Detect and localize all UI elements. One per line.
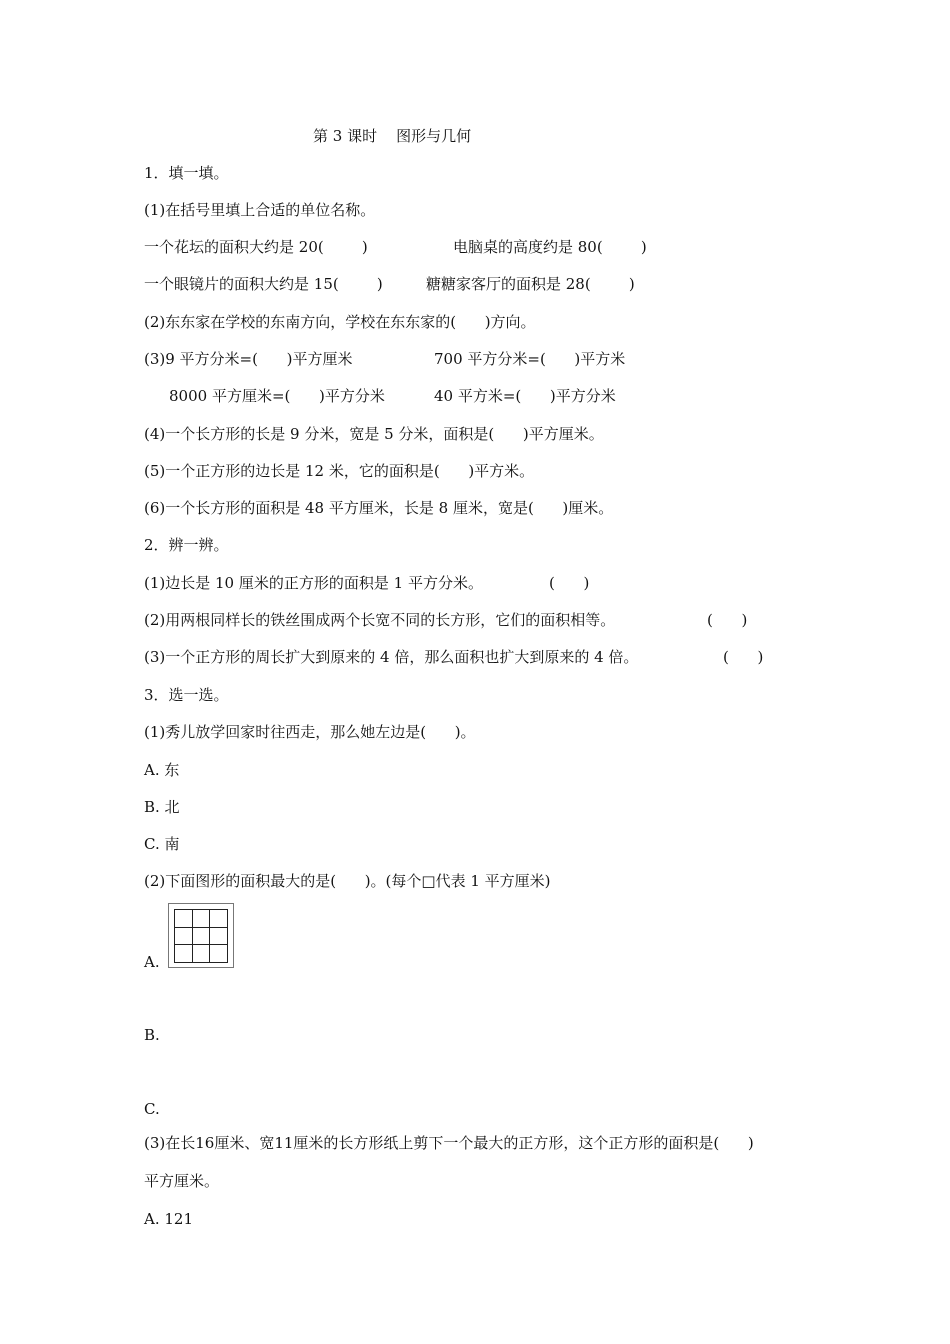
grid-line [192, 910, 193, 962]
option-3-1-b: B. 北 [144, 798, 180, 816]
question-1-2: (2)东东家在学校的东南方向，学校在东东家的( )方向。 [144, 313, 536, 331]
question-3-1: (1)秀儿放学回家时往西走，那么她左边是( )。 [144, 723, 476, 741]
section-3-heading: 3．选一选。 [144, 686, 229, 704]
question-1-4: (4)一个长方形的长是 9 分米，宽是 5 分米，面积是( )平方厘米。 [144, 425, 604, 443]
question-1-1-c: 一个眼镜片的面积大约是 15( ) [144, 275, 383, 293]
question-1-1: (1)在括号里填上合适的单位名称。 [144, 201, 376, 219]
grid-line [175, 944, 227, 945]
option-3-3-a: A. 121 [144, 1210, 193, 1228]
question-2-3: (3)一个正方形的周长扩大到原来的 4 倍，那么面积也扩大到原来的 4 倍。 [144, 648, 639, 666]
question-1-1-d: 糖糖家客厅的面积是 28( ) [426, 275, 635, 293]
option-3-2-a: A. [144, 953, 160, 971]
question-3-2: (2)下面图形的面积最大的是( )。(每个□代表 1 平方厘米) [144, 872, 551, 890]
question-3-3-cont: 平方厘米。 [144, 1172, 220, 1190]
option-3-1-c: C. 南 [144, 835, 180, 853]
question-1-3-b: 700 平方分米=( )平方米 [434, 350, 626, 368]
question-1-3-d: 40 平方米=( )平方分米 [434, 387, 616, 405]
question-2-2: (2)用两根同样长的铁丝围成两个长宽不同的长方形，它们的面积相等。 [144, 611, 616, 629]
grid-3x3 [174, 909, 228, 963]
grid-line [175, 927, 227, 928]
answer-paren-2-3: ( ) [723, 648, 764, 666]
option-3-1-a: A. 东 [144, 761, 180, 779]
page-title: 第 3 课时 图形与几何 [313, 127, 472, 145]
question-1-1-a: 一个花坛的面积大约是 20( ) [144, 238, 368, 256]
section-2-heading: 2．辨一辨。 [144, 536, 229, 554]
answer-paren-2-1: ( ) [549, 574, 590, 592]
grid-line [209, 910, 210, 962]
question-1-1-b: 电脑桌的高度约是 80( ) [453, 238, 647, 256]
option-3-2-c: C. [144, 1100, 160, 1118]
grid-figure-a [168, 903, 234, 968]
question-1-5: (5)一个正方形的边长是 12 米，它的面积是( )平方米。 [144, 462, 535, 480]
answer-paren-2-2: ( ) [707, 611, 748, 629]
section-1-heading: 1．填一填。 [144, 164, 229, 182]
question-1-3-a: (3)9 平方分米=( )平方厘米 [144, 350, 353, 368]
option-3-2-b: B. [144, 1026, 160, 1044]
question-2-1: (1)边长是 10 厘米的正方形的面积是 1 平方分米。 [144, 574, 483, 592]
question-1-6: (6)一个长方形的面积是 48 平方厘米，长是 8 厘米，宽是( )厘米。 [144, 499, 614, 517]
question-3-3: (3)在长16厘米、宽11厘米的长方形纸上剪下一个最大的正方形，这个正方形的面积是( ) [144, 1134, 754, 1152]
question-1-3-c: 8000 平方厘米=( )平方分米 [169, 387, 385, 405]
